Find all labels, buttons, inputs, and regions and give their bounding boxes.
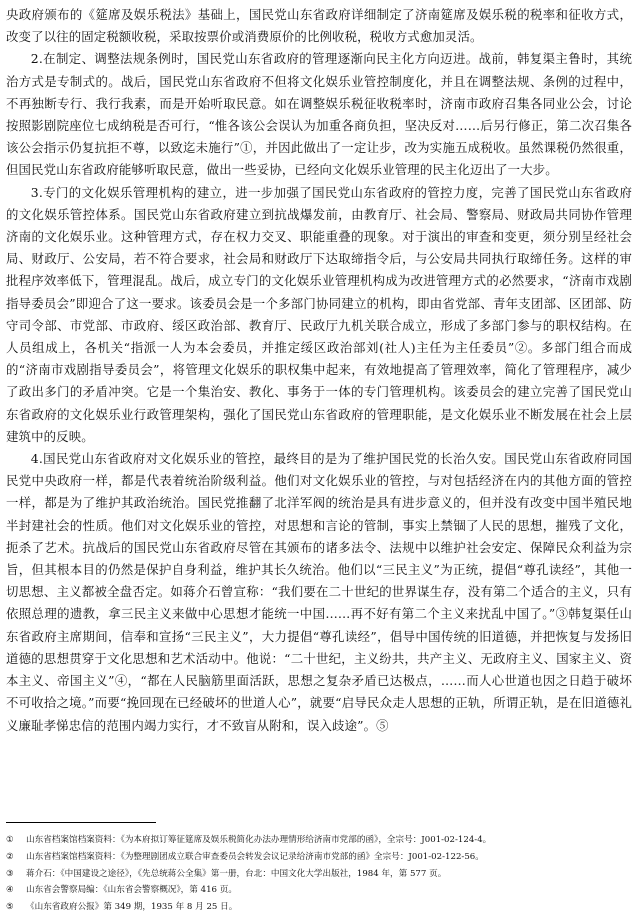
footnote-divider bbox=[6, 822, 156, 823]
footnote-text: 山东省会警察局编：《山东省会警察概况》，第 416 页。 bbox=[26, 885, 237, 896]
footnote-marker: ⑤ bbox=[6, 902, 14, 913]
footnote-marker: ④ bbox=[6, 885, 14, 896]
footnote-3 bbox=[6, 866, 632, 883]
footnote-1 bbox=[6, 832, 632, 849]
footnote-marker: ① bbox=[6, 835, 14, 845]
footnote-marker: ③ bbox=[6, 868, 14, 879]
footnote-text: 蒋介石：《中国建设之途径》，《先总统蒋公全集》第一册，台北：中国文化大学出版社，1984 年，第 577 页。 bbox=[26, 868, 447, 879]
footnote-5 bbox=[6, 899, 632, 916]
footnotes bbox=[6, 832, 632, 916]
footnote-text: 山东省档案馆档案资料：《为整理剧团成立联合审查委员会转发会议记录给济南市党部的函》全宗号：J001-02-122-56。 bbox=[26, 851, 484, 862]
paragraph-4: 4.国民党山东省政府对文化娱乐业的管控，最终目的是为了维护国民党的长治久安。国民党山东省政府同国民党中央政府一样，都是代表着统治阶级利益。他们对文化娱乐业的管控，与对包括经济在内的其他方面的管控一样，都是为了维护其政治统治。国民党推翻了北洋军阀的统治是具有进步意义的，但并没有改变中国半殖民地半封建社会的性质。他们对文化娱乐业的管控，对思想和言论的管制，事实上禁锢了人民的思想，摧残了文化，扼杀了艺术。抗战后的国民党山东省政府尽管在其颁布的诸多法令、法规中以维护社会安定、保障民众利益为宗旨，但其根本目的仍然是保护自身利益，维护其长久统治。他们以“三民主义”为正统，提倡“尊孔读经”，其他一切思想、主义都被全盘否定。如蒋介石曾宣称：“我们要在二十世纪的世界谋生存，没有第二个适合的主义，只有依照总理的遗教，拿三民主义来做中心思想才能统一中国……再不好有第二个主义来扰乱中国了。”③韩复渠任山东省政府主席期间，信奉和宣扬“三民主义”，大力提倡“尊孔读经”，倡导中国传统的旧道德，并把恢复与发扬旧道德的思想贯穿于文化思想和艺术活动中。他说：“二十世纪，主义纷共，共产主义、无政府主义、国家主义、资本主义、帝国主义”④，“都在人民脑筋里面活跃，思想之复杂矛盾已达极点，……而人心世道也因之日趋于破坏不可收拾之境。”而要“挽回现在已经破坏的世道人心”，就要“启导民众走人思想的正轨，所谓正轨，是在旧道德礼义廉耻孝悌忠信的范围内竭力实行，才不致盲从附和，误入歧途”。⑤ bbox=[6, 451, 632, 733]
paragraph-3: 3.专门的文化娱乐管理机构的建立，进一步加强了国民党山东省政府的管控力度，完善了国民党山东省政府的文化娱乐管控体系。国民党山东省政府建立到抗战爆发前，由教育厅、社会局、警察局、财政局共同协作管理济南的文化娱乐业。这种管理方式，存在权力交叉、职能重叠的现象。对于演出的审查和变更，须分别呈经社会局、财政厅、公安局，若不符合要求，社会局和财政厅下达取缔指令后，与公安局共同执行取缔任务。这样的审批程序效率低下，管理混乱。战后，成立专门的文化娱乐业管理机构成为改进管理方式的必然要求，“济南市戏剧指导委员会”即迎合了这一要求。该委员会是一个多部门协同建立的机构，即由省党部、青年支团部、区团部、防守司令部、市党部、市政府、绥区政治部、教育厅、民政厅九机关联合成立，形成了多部门参与的职权结构。在人员组成上，各机关“指派一人为本会委员，并推定绥区政治部刘(社人)主任为主任委员”②。多部门组合而成的“济南市戏剧指导委员会”，将管理文化娱乐的职权集中起来，有效地提高了管理效率，简化了管理程序，减少了政出多门的矛盾冲突。它是一个集治安、教化、事务于一体的专门管理机构。该委员会的建立完善了国民党山东省政府的文化娱乐业行政管理架构，强化了国民党山东省政府的管理职能，是文化娱乐业不断发展在社会上层建筑中的反映。 bbox=[6, 184, 632, 444]
paragraph-1: 央政府颁布的《筵席及娱乐税法》基础上，国民党山东省政府详细制定了济南筵席及娱乐税的税率和征收方式，改变了以往的固定税额收税，采取按票价或消费原价的比例收税，税收方式愈加灵活。 bbox=[6, 7, 632, 45]
footnote-2 bbox=[6, 849, 632, 866]
footnote-marker: ② bbox=[6, 851, 14, 862]
footnote-text: 《山东省政府公报》第 349 期，1935 年 8 月 25 日。 bbox=[26, 902, 238, 913]
paragraph-2: 2.在制定、调整法规条例时，国民党山东省政府的管理逐渐向民主化方向迈进。战前，韩复渠主鲁时，其统治方式是专制式的。战后，国民党山东省政府不但将文化娱乐业管控制度化，并且在调整法规、条例的过程中，不再独断专行、我行我素，而是开始听取民意。如在调整娱乐税征收税率时，济南市政府召集各同业公会，讨论按照影剧院座位七成纳税是否可行，“惟各该公会误认为加重各商负担，坚决反对……后另行修正，第二次召集各该公会指示仍复抗拒不尊，以致迄未施行”①，并因此做出了一定让步，改为实施五成税收。虽然课税仍然很重，但国民党山东省政府能够听取民意，做出一些妥协，已经向文化娱乐业管理的民主化迈出了一大步。 bbox=[6, 51, 632, 178]
footnote-4 bbox=[6, 882, 632, 899]
footnote-text: 山东省档案馆档案资料：《为本府拟订筹征筵席及娱乐税简化办法办理情形给济南市党部的函》，全宗号：J001-02-124-4。 bbox=[26, 835, 492, 845]
body-text bbox=[6, 4, 632, 737]
